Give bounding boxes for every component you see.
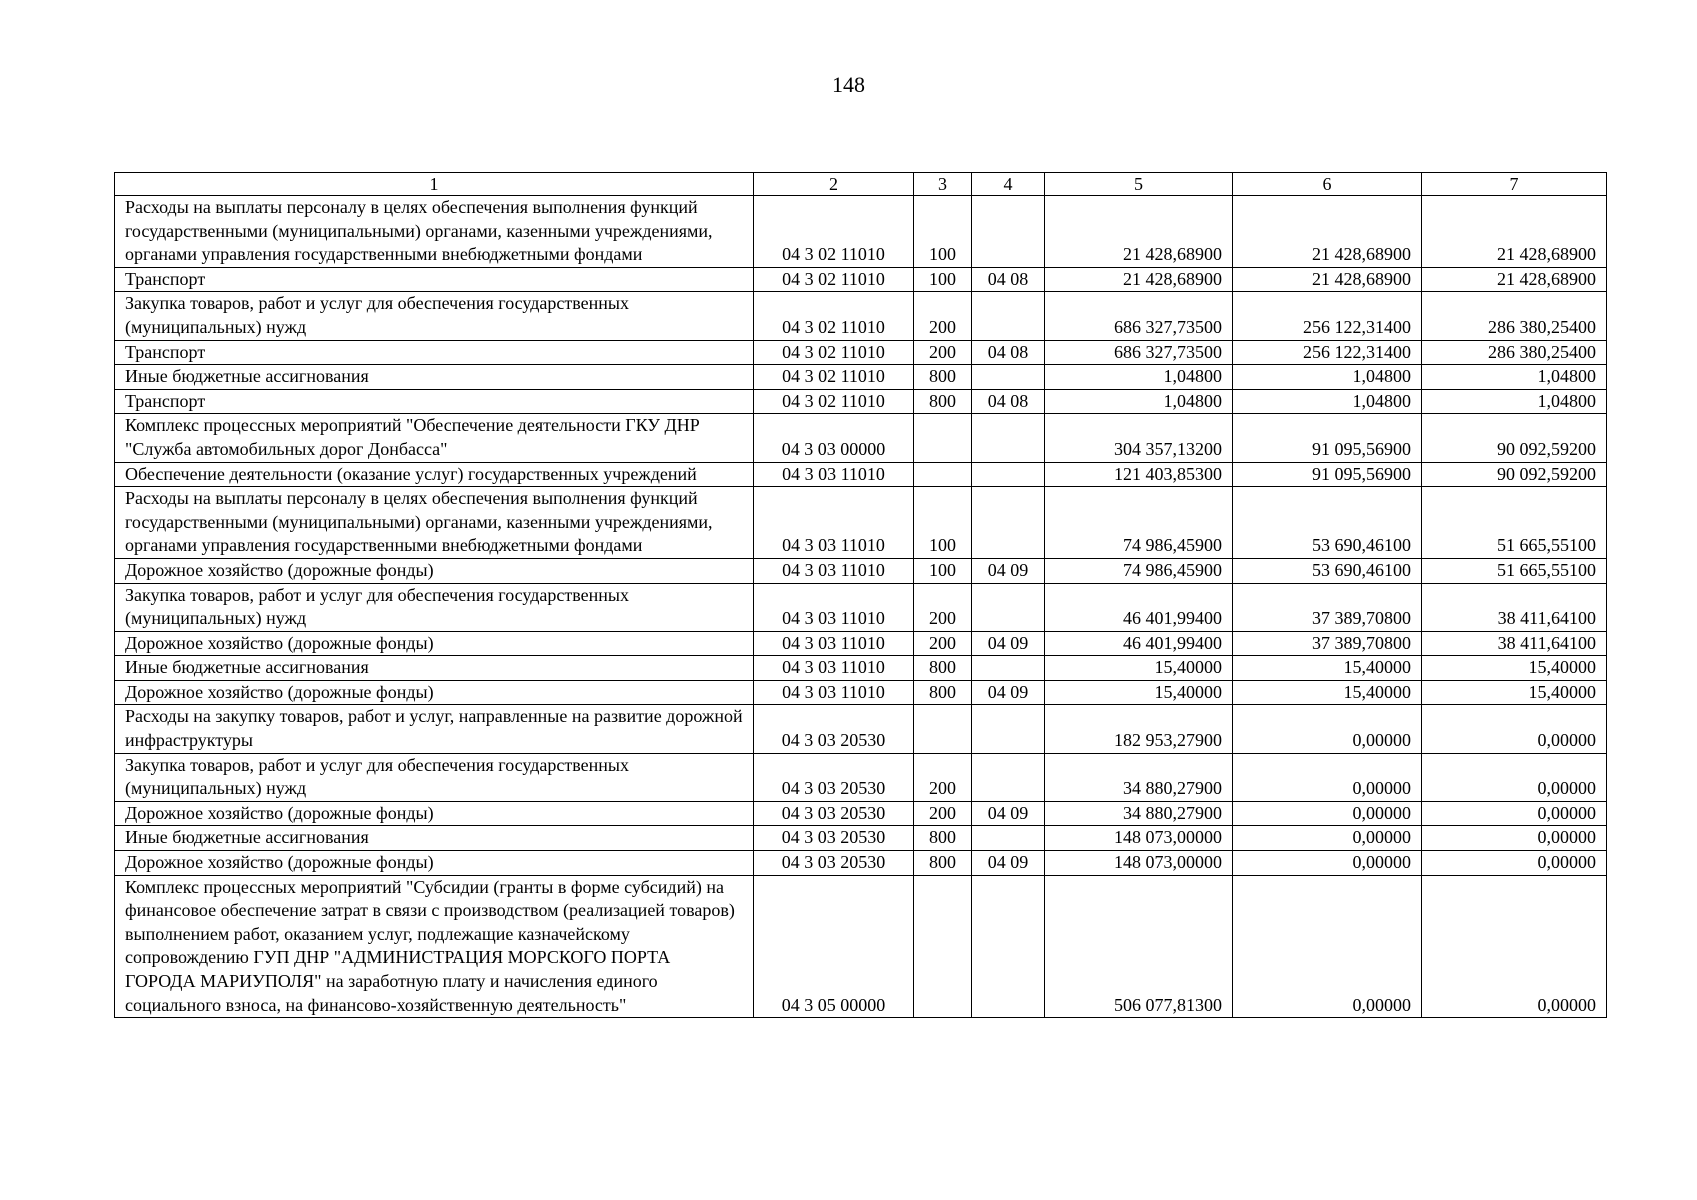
column-header-5: 5 (1045, 173, 1233, 196)
row-amount-col7: 0,00000 (1422, 851, 1607, 876)
row-target-code: 04 3 03 11010 (754, 462, 914, 487)
table-row (115, 389, 1607, 414)
row-target-code: 04 3 03 11010 (754, 487, 914, 559)
row-target-code: 04 3 03 11010 (754, 656, 914, 681)
row-section-code (972, 414, 1045, 462)
row-section-code: 04 08 (972, 267, 1045, 292)
row-description: Дорожное хозяйство (дорожные фонды) (115, 631, 754, 656)
row-amount-col5: 21 428,68900 (1045, 196, 1233, 268)
row-expense-kind (914, 705, 972, 753)
row-expense-kind (914, 462, 972, 487)
row-description: Комплекс процессных мероприятий "Субсидии (гранты в форме субсидий) на финансовое обеспечение затрат в связи с производством (реализацией товаров) выполнением работ, оказанием услуг, подлежащие казначейскому сопровождению ГУП ДНР "АДМИНИСТРАЦИЯ МОРСКОГО ПОРТА ГОРОДА МАРИУПОЛЯ" на заработную плату и начисления единого социального взноса, на финансово-хозяйственную деятельность" (115, 875, 754, 1018)
row-amount-col6: 0,00000 (1233, 875, 1422, 1018)
row-amount-col6: 256 122,31400 (1233, 340, 1422, 365)
column-header-1: 1 (115, 173, 754, 196)
row-description: Иные бюджетные ассигнования (115, 826, 754, 851)
row-amount-col5: 686 327,73500 (1045, 292, 1233, 340)
row-target-code: 04 3 02 11010 (754, 365, 914, 390)
row-amount-col7: 1,04800 (1422, 389, 1607, 414)
row-amount-col5: 74 986,45900 (1045, 558, 1233, 583)
row-target-code: 04 3 03 11010 (754, 631, 914, 656)
row-amount-col6: 0,00000 (1233, 705, 1422, 753)
row-target-code: 04 3 03 20530 (754, 705, 914, 753)
row-amount-col7: 15,40000 (1422, 680, 1607, 705)
row-amount-col5: 1,04800 (1045, 365, 1233, 390)
row-amount-col5: 46 401,99400 (1045, 631, 1233, 656)
row-amount-col6: 15,40000 (1233, 680, 1422, 705)
row-section-code (972, 583, 1045, 631)
row-amount-col7: 0,00000 (1422, 875, 1607, 1018)
table-row (115, 462, 1607, 487)
row-target-code: 04 3 02 11010 (754, 292, 914, 340)
row-description: Закупка товаров, работ и услуг для обеспечения государственных (муниципальных) нужд (115, 753, 754, 801)
row-target-code: 04 3 02 11010 (754, 196, 914, 268)
row-amount-col6: 53 690,46100 (1233, 558, 1422, 583)
row-amount-col6: 91 095,56900 (1233, 462, 1422, 487)
row-section-code (972, 487, 1045, 559)
row-amount-col5: 34 880,27900 (1045, 753, 1233, 801)
row-amount-col5: 148 073,00000 (1045, 851, 1233, 876)
row-amount-col5: 74 986,45900 (1045, 487, 1233, 559)
row-section-code (972, 826, 1045, 851)
row-amount-col6: 21 428,68900 (1233, 267, 1422, 292)
table-row (115, 487, 1607, 559)
row-expense-kind: 200 (914, 292, 972, 340)
table-row (115, 801, 1607, 826)
row-section-code (972, 196, 1045, 268)
row-expense-kind: 100 (914, 267, 972, 292)
row-description: Дорожное хозяйство (дорожные фонды) (115, 680, 754, 705)
row-amount-col7: 0,00000 (1422, 705, 1607, 753)
row-amount-col5: 121 403,85300 (1045, 462, 1233, 487)
table-row (115, 851, 1607, 876)
row-amount-col6: 1,04800 (1233, 365, 1422, 390)
row-amount-col7: 0,00000 (1422, 753, 1607, 801)
row-section-code (972, 656, 1045, 681)
table-row (115, 558, 1607, 583)
row-amount-col6: 256 122,31400 (1233, 292, 1422, 340)
row-target-code: 04 3 02 11010 (754, 340, 914, 365)
row-section-code (972, 365, 1045, 390)
row-section-code: 04 09 (972, 801, 1045, 826)
row-expense-kind: 800 (914, 680, 972, 705)
column-header-6: 6 (1233, 173, 1422, 196)
row-amount-col7: 0,00000 (1422, 801, 1607, 826)
row-expense-kind: 200 (914, 340, 972, 365)
row-description: Закупка товаров, работ и услуг для обеспечения государственных (муниципальных) нужд (115, 292, 754, 340)
row-amount-col6: 37 389,70800 (1233, 583, 1422, 631)
table-row (115, 826, 1607, 851)
row-target-code: 04 3 03 11010 (754, 583, 914, 631)
row-amount-col6: 1,04800 (1233, 389, 1422, 414)
row-section-code (972, 753, 1045, 801)
row-section-code: 04 09 (972, 851, 1045, 876)
table-row (115, 196, 1607, 268)
row-expense-kind: 800 (914, 851, 972, 876)
table-row (115, 292, 1607, 340)
row-amount-col7: 38 411,64100 (1422, 583, 1607, 631)
row-section-code (972, 875, 1045, 1018)
row-amount-col7: 90 092,59200 (1422, 462, 1607, 487)
row-description: Транспорт (115, 340, 754, 365)
row-target-code: 04 3 02 11010 (754, 389, 914, 414)
row-description: Расходы на закупку товаров, работ и услуг, направленные на развитие дорожной инфраструктуры (115, 705, 754, 753)
row-amount-col7: 51 665,55100 (1422, 487, 1607, 559)
column-header-3: 3 (914, 173, 972, 196)
row-description: Расходы на выплаты персоналу в целях обеспечения выполнения функций государственными (муниципальными) органами, казенными учреждениями, органами управления государственными внебюджетными фондами (115, 487, 754, 559)
row-amount-col7: 1,04800 (1422, 365, 1607, 390)
row-amount-col5: 148 073,00000 (1045, 826, 1233, 851)
row-section-code: 04 08 (972, 389, 1045, 414)
row-amount-col5: 34 880,27900 (1045, 801, 1233, 826)
row-section-code: 04 09 (972, 558, 1045, 583)
row-description: Закупка товаров, работ и услуг для обеспечения государственных (муниципальных) нужд (115, 583, 754, 631)
row-amount-col7: 286 380,25400 (1422, 340, 1607, 365)
row-amount-col5: 15,40000 (1045, 656, 1233, 681)
row-amount-col6: 91 095,56900 (1233, 414, 1422, 462)
row-expense-kind: 200 (914, 631, 972, 656)
row-description: Дорожное хозяйство (дорожные фонды) (115, 851, 754, 876)
row-expense-kind: 100 (914, 558, 972, 583)
row-expense-kind: 100 (914, 196, 972, 268)
row-expense-kind: 800 (914, 389, 972, 414)
row-amount-col6: 0,00000 (1233, 753, 1422, 801)
table-row (115, 414, 1607, 462)
row-expense-kind: 200 (914, 753, 972, 801)
row-description: Обеспечение деятельности (оказание услуг) государственных учреждений (115, 462, 754, 487)
row-amount-col7: 286 380,25400 (1422, 292, 1607, 340)
table-row (115, 680, 1607, 705)
row-amount-col6: 37 389,70800 (1233, 631, 1422, 656)
table-row (115, 875, 1607, 1018)
row-section-code (972, 705, 1045, 753)
row-target-code: 04 3 05 00000 (754, 875, 914, 1018)
row-description: Дорожное хозяйство (дорожные фонды) (115, 801, 754, 826)
row-expense-kind: 200 (914, 801, 972, 826)
row-expense-kind: 200 (914, 583, 972, 631)
row-target-code: 04 3 02 11010 (754, 267, 914, 292)
table-body (115, 196, 1607, 1018)
row-section-code (972, 292, 1045, 340)
row-description: Расходы на выплаты персоналу в целях обеспечения выполнения функций государственными (муниципальными) органами, казенными учреждениями, органами управления государственными внебюджетными фондами (115, 196, 754, 268)
row-description: Иные бюджетные ассигнования (115, 656, 754, 681)
row-target-code: 04 3 03 20530 (754, 851, 914, 876)
row-amount-col5: 304 357,13200 (1045, 414, 1233, 462)
row-amount-col7: 38 411,64100 (1422, 631, 1607, 656)
row-target-code: 04 3 03 20530 (754, 753, 914, 801)
row-description: Дорожное хозяйство (дорожные фонды) (115, 558, 754, 583)
row-description: Транспорт (115, 389, 754, 414)
row-target-code: 04 3 03 00000 (754, 414, 914, 462)
row-description: Транспорт (115, 267, 754, 292)
row-amount-col6: 53 690,46100 (1233, 487, 1422, 559)
table-row (115, 267, 1607, 292)
table-row (115, 631, 1607, 656)
table-row (115, 365, 1607, 390)
table-row (115, 656, 1607, 681)
table-row (115, 705, 1607, 753)
row-amount-col5: 46 401,99400 (1045, 583, 1233, 631)
row-target-code: 04 3 03 20530 (754, 826, 914, 851)
table-row (115, 583, 1607, 631)
row-expense-kind: 800 (914, 365, 972, 390)
row-amount-col7: 15,40000 (1422, 656, 1607, 681)
row-amount-col7: 51 665,55100 (1422, 558, 1607, 583)
column-header-7: 7 (1422, 173, 1607, 196)
row-target-code: 04 3 03 20530 (754, 801, 914, 826)
row-target-code: 04 3 03 11010 (754, 680, 914, 705)
row-expense-kind: 800 (914, 826, 972, 851)
row-amount-col6: 15,40000 (1233, 656, 1422, 681)
row-amount-col5: 15,40000 (1045, 680, 1233, 705)
page-number: 148 (832, 72, 865, 97)
budget-table (114, 172, 1607, 1018)
table-row (115, 753, 1607, 801)
row-section-code: 04 08 (972, 340, 1045, 365)
table-row (115, 340, 1607, 365)
row-amount-col6: 0,00000 (1233, 826, 1422, 851)
row-amount-col6: 21 428,68900 (1233, 196, 1422, 268)
row-amount-col7: 0,00000 (1422, 826, 1607, 851)
row-expense-kind: 800 (914, 656, 972, 681)
row-amount-col5: 506 077,81300 (1045, 875, 1233, 1018)
row-amount-col5: 686 327,73500 (1045, 340, 1233, 365)
row-amount-col5: 182 953,27900 (1045, 705, 1233, 753)
row-amount-col5: 21 428,68900 (1045, 267, 1233, 292)
row-amount-col7: 21 428,68900 (1422, 267, 1607, 292)
row-description: Иные бюджетные ассигнования (115, 365, 754, 390)
row-section-code (972, 462, 1045, 487)
row-amount-col6: 0,00000 (1233, 801, 1422, 826)
column-number-row (115, 173, 1607, 196)
row-section-code: 04 09 (972, 680, 1045, 705)
row-target-code: 04 3 03 11010 (754, 558, 914, 583)
row-expense-kind: 100 (914, 487, 972, 559)
row-section-code: 04 09 (972, 631, 1045, 656)
row-expense-kind (914, 875, 972, 1018)
column-header-4: 4 (972, 173, 1045, 196)
row-amount-col7: 90 092,59200 (1422, 414, 1607, 462)
row-amount-col6: 0,00000 (1233, 851, 1422, 876)
row-amount-col7: 21 428,68900 (1422, 196, 1607, 268)
row-expense-kind (914, 414, 972, 462)
row-amount-col5: 1,04800 (1045, 389, 1233, 414)
column-header-2: 2 (754, 173, 914, 196)
row-description: Комплекс процессных мероприятий "Обеспечение деятельности ГКУ ДНР "Служба автомобильных дорог Донбасса" (115, 414, 754, 462)
